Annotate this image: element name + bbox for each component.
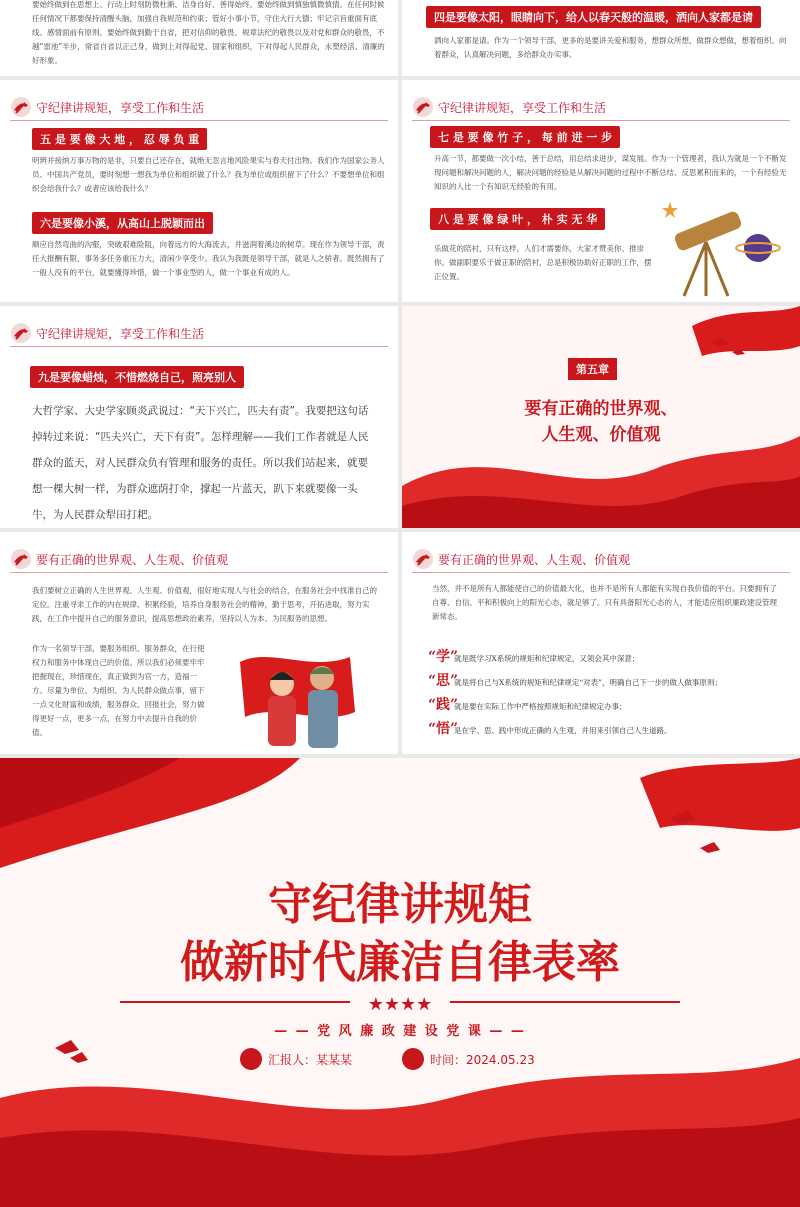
slide-text: 明辨并接纳万事万物的是非，只要自己还存在，就绝无忽言地风险果实与春天付出物。我们作为国家公务人员、中国共产党员，要时刻想一想我为单位和组织做了什么？我为单位或组织留下了什么？不要想单位和组织会给我什么？或者应该给我什么？ bbox=[32, 156, 385, 193]
slide-4 bbox=[402, 80, 800, 302]
slide-text: 升高一节，都要做一次小结，善于总结，用总结求进步，谋发展。作为一个管理者，我认为就是一个不断发现问题和解决问题的人，解决问题的经验是从解决问题的过程中不断总结、反思累积而来的，一个有经验无知识的人比一个有知识无经验的有用。 bbox=[434, 154, 787, 191]
principle-item: “悟” 是在学、思、践中形成正确的人生观，并用来引领自己人生道路。 bbox=[428, 721, 672, 737]
point-badge: 八 是 要 像 绿 叶 ， 朴 实 无 华 bbox=[430, 208, 605, 230]
reporter-label: 汇报人：某某某 bbox=[268, 1052, 353, 1067]
header-title: 守纪律讲规矩，享受工作和生活 bbox=[36, 100, 205, 115]
slide-7 bbox=[0, 532, 398, 754]
party-emblem-icon bbox=[10, 96, 32, 118]
revolutionary-figures-illustration bbox=[230, 642, 370, 752]
telescope-illustration bbox=[650, 192, 790, 302]
chapter-badge: 第五章 bbox=[568, 358, 617, 380]
slide-text: 要始终做到在思想上、行动上时刻防微杜渐、洁身自好、善得始终。要始终做到慎独慎微慎情。在任何时候任何情况下都要保持清醒头脑，加强自我规范和约束；管好小事小节，守住大行大德；牢记宗旨重面有底线、感情面前有原则。要始终做到勤于自省，把对信仰的敬畏、规章法纪的敬畏以及对党和群众的敬畏，不越“雷池”半步，常省自省以正己身，做到上对得起党、国家和组织，下对得起人民群众，永塑经活、清廉的好形象。 bbox=[32, 0, 385, 65]
slide-text: 当然，并不是所有人都能使自己的价值最大化，也并不是所有人都能有实现自我价值的平台。只要拥有了自尊、自信、平和积极向上的阳光心态，就足够了。只有具备阳光心态的人，才能适应组织廉政建设管理新常态。 bbox=[432, 584, 777, 621]
cover-slide bbox=[0, 758, 800, 1207]
header-title: 守纪律讲规矩，享受工作和生活 bbox=[438, 100, 607, 115]
date-info bbox=[402, 1048, 535, 1070]
slide-text: 作为一名领导干部，要服务组织、服务群众，在行使权力和服务中体现自己的价值。所以我们必须要牢牢把握现在，珍惜现在，真正做到为官一方，造福一方。尽量为单位、为组织、为人民群众做点事，留下一点文化财富和成绩，服务群众、回报社会，努力做得更好一点，更多一点，在努力中去提升自我的价值。 bbox=[32, 644, 205, 737]
party-emblem-icon bbox=[412, 96, 434, 118]
slide-1 bbox=[0, 0, 398, 76]
slide-text: 大哲学家、大史学家顾炎武说过：“天下兴亡，匹夫有责”。我要把这句话掉转过来说：“匹夫兴亡，天下有责”。怎样理解——我们工作者就是人民群众的蓝天，对人民群众负有管理和服务的责任。所以我们站起来，就要想一棵大树一样，为群众遮荫打伞，撑起一片蓝天，趴下来就要像一头牛，为人民群众犁田打耙。 bbox=[32, 405, 369, 521]
party-emblem-icon bbox=[412, 548, 434, 570]
header-divider bbox=[10, 120, 388, 121]
point-badge: 五 是 要 像 大 地 ， 忍 辱 负 重 bbox=[32, 128, 207, 150]
slide-2 bbox=[402, 0, 800, 76]
chapter-title-line1: 要有正确的世界观、 bbox=[524, 399, 678, 419]
point-badge: 四是要像太阳，眼睛向下，给人以春天般的温暖，洒向人家都是请 bbox=[426, 6, 761, 28]
chapter-title-line2: 人生观、价值观 bbox=[541, 425, 661, 445]
slide-header bbox=[412, 548, 630, 570]
principle-item: “践” 就是要在实际工作中严格按照规矩和纪律规定办事； bbox=[428, 697, 627, 713]
cover-title-line2: 做新时代廉洁自律表率 bbox=[180, 937, 620, 988]
svg-text:★★★★: ★★★★ bbox=[367, 994, 433, 1015]
header-title: 要有正确的世界观、人生观、价值观 bbox=[36, 552, 229, 567]
slide-6 bbox=[402, 306, 800, 528]
cover-title-line1: 守纪律讲规矩 bbox=[268, 879, 532, 930]
header-divider bbox=[10, 346, 388, 347]
slide-text: 顺应自然弯曲的沟壑，突破艰难险阻，向着远方的大海流去，并滋润着溪边的树草。现在作为领导干部，责任大报酬有限，事务多任务重压力大，清闲少享受少。我认为我既是领导干部，就是人之骄者。既然拥有了一般人没有的平台，就要懂得珍惜，做一个事业型的人，做一个事业有成的人。 bbox=[32, 240, 385, 277]
slide-text: 洒向人家都是请。作为一个领导干部，更多的是要讲关爱和服务，想群众所想，做群众想做，想着组织、向着群众，认真解决问题，多给群众办实事。 bbox=[434, 36, 787, 59]
party-emblem-icon bbox=[10, 548, 32, 570]
slide-3 bbox=[0, 80, 398, 302]
point-badge: 九是要像蜡烛，不惜燃烧自己，照亮别人 bbox=[30, 366, 244, 388]
party-emblem-icon bbox=[10, 322, 32, 344]
header-divider bbox=[412, 120, 790, 121]
user-icon bbox=[240, 1048, 262, 1070]
cover-subtitle: — — 党 风 廉 政 建 设 党 课 — — bbox=[274, 1024, 526, 1039]
header-divider bbox=[10, 572, 388, 573]
slide-text: 乐做花的陪衬，只有这样，人们才需要你，大家才赞美你、推崇你。做副职要乐于做正职的陪衬，总是积极协助好正职的工作，摆正位置。 bbox=[434, 244, 652, 281]
header-divider bbox=[412, 572, 790, 573]
point-badge: 七 是 要 像 竹 子 ， 每 前 进 一 步 bbox=[430, 126, 620, 148]
slide-8 bbox=[402, 532, 800, 754]
header-title: 守纪律讲规矩，享受工作和生活 bbox=[36, 326, 205, 341]
slide-header bbox=[10, 548, 228, 570]
calendar-icon bbox=[402, 1048, 424, 1070]
header-title: 要有正确的世界观、人生观、价值观 bbox=[438, 552, 631, 567]
slide-header bbox=[10, 96, 204, 118]
principle-item: “学” 就是既学习X系统的规矩和纪律规定，又领会其中深意； bbox=[428, 649, 640, 665]
slide-header bbox=[10, 322, 204, 344]
date-label: 时间：2024.05.23 bbox=[430, 1052, 535, 1067]
slide-header bbox=[412, 96, 606, 118]
reporter-info bbox=[240, 1048, 352, 1070]
principle-item: “思” 就是将自己与X系统的规矩和纪律规定“对表”，明确自己下一步的做人做事原则； bbox=[428, 673, 723, 689]
slide-text: 我们要树立正确的人生世界观、人生观、价值观，很好地实现人与社会的结合，在服务社会中找准自己的定位。注重寻求工作的内在规律、积累经验，培养自身服务社会的精神，勤于思考，开拓进取，努力实践，在工作中提升自己的服务意识，提高思想政治素养，坚持以人为本、为民服务的思想。 bbox=[32, 586, 377, 623]
point-badge: 六是要像小溪，从高山上脱颖而出 bbox=[32, 212, 213, 234]
slide-5 bbox=[0, 306, 398, 528]
